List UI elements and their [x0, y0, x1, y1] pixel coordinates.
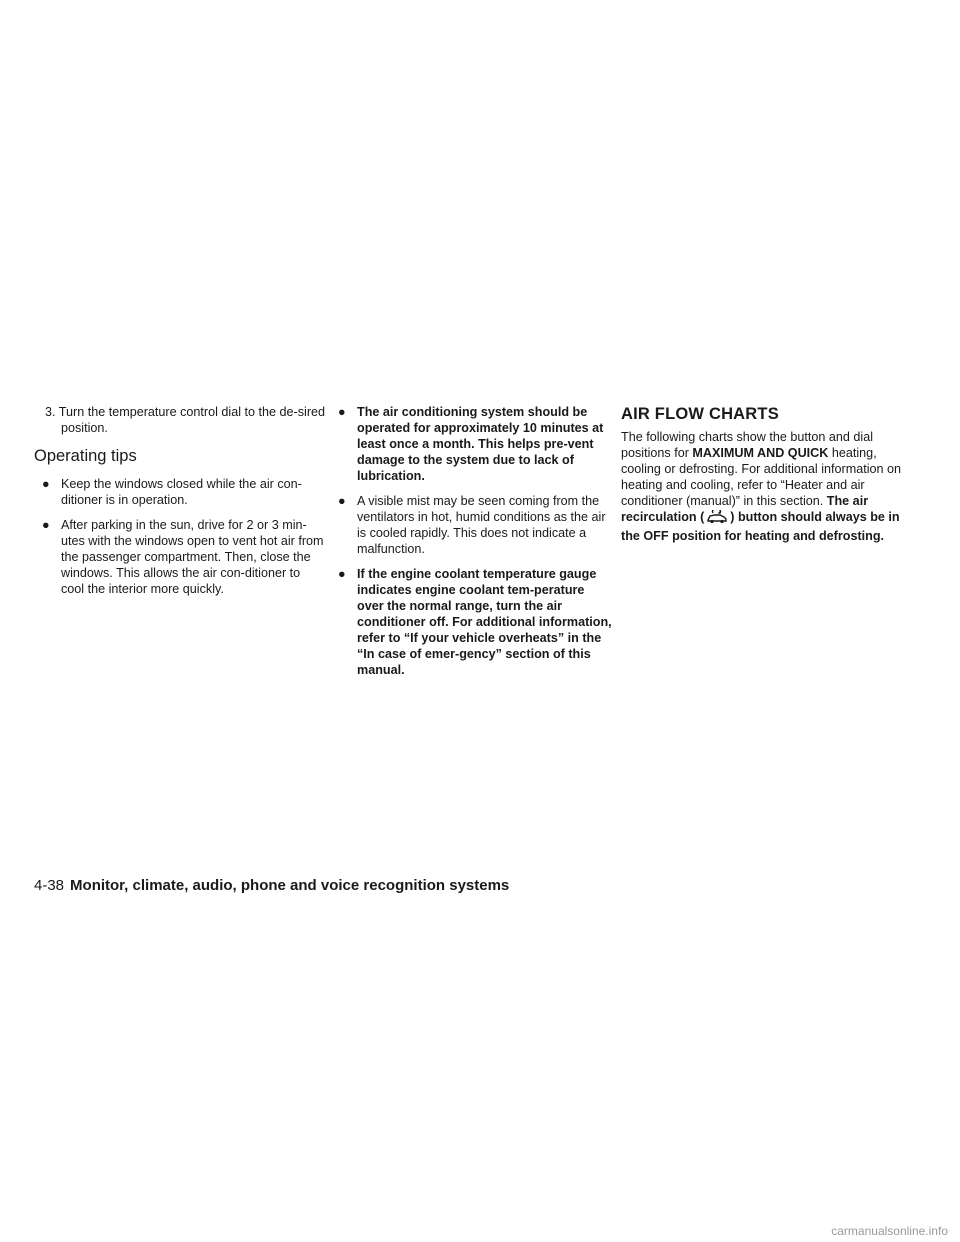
para-bold: The air recirculation ( [621, 494, 869, 524]
air-flow-paragraph [621, 429, 909, 544]
watermark: carmanualsonline.info [831, 1224, 948, 1238]
bullet-icon: ● [338, 494, 346, 508]
para-text: The following charts show the button and dial positions for [621, 430, 874, 460]
tip-bullet-text: A visible mist may be seen coming from the ventilators in hot, humid conditions as the air is cooled rapidly. This does not indicate a malfunction. [357, 494, 606, 556]
column-left [34, 404, 326, 606]
tip-bullet-text: Keep the windows closed while the air con-ditioner is in operation. [61, 477, 302, 507]
para-bold: ) button should always be in the OFF position for heating and defrosting. [621, 510, 900, 543]
tip-bullet-text: The air conditioning system should be operated for approximately 10 minutes at least once a month. This helps pre-vent damage to the system due to lack of lubrication. [357, 405, 604, 483]
section-title: Monitor, climate, audio, phone and voice recognition systems [70, 877, 510, 894]
column-middle [330, 404, 614, 687]
tip-bullet-text: If the engine coolant temperature gauge indicates engine coolant tem-perature over the normal range, turn the air conditioner off. For additional information, refer to “If your vehicle overheats” in the “In case of emer-gency” section of this manual. [357, 567, 612, 677]
step-3-text: Turn the temperature control dial to the de-sired position. [58, 405, 326, 435]
tip-bullet [330, 566, 614, 678]
tip-bullet [330, 404, 614, 484]
air-flow-charts-heading: AIR FLOW CHARTS [621, 405, 779, 423]
column-right [621, 404, 909, 544]
tip-bullet-text: After parking in the sun, drive for 2 or 3 min-utes with the windows open to vent hot air from the passenger compartment. Then, close the windows. This allows the air con-ditioner to cool the interior more quickly. [61, 518, 324, 596]
operating-tips-heading: Operating tips [34, 447, 137, 465]
step-3 [34, 404, 326, 436]
step-3-number: 3. [45, 405, 56, 419]
tip-bullet [34, 517, 326, 597]
para-text: heating, cooling or defrosting. For additional information on heating and cooling, refer to “Heater and air conditioner (manual)” in this section. [621, 446, 902, 508]
tip-bullet [34, 476, 326, 508]
bullet-icon: ● [338, 567, 346, 581]
bullet-icon: ● [338, 405, 346, 419]
para-bold: MAXIMUM AND QUICK [692, 446, 829, 460]
tip-bullet [330, 493, 614, 557]
bullet-icon: ● [42, 518, 50, 532]
page-footer [34, 876, 509, 896]
page-number: 4-38 [34, 877, 65, 894]
recirculation-car-icon [705, 510, 729, 528]
bullet-icon: ● [42, 477, 50, 491]
